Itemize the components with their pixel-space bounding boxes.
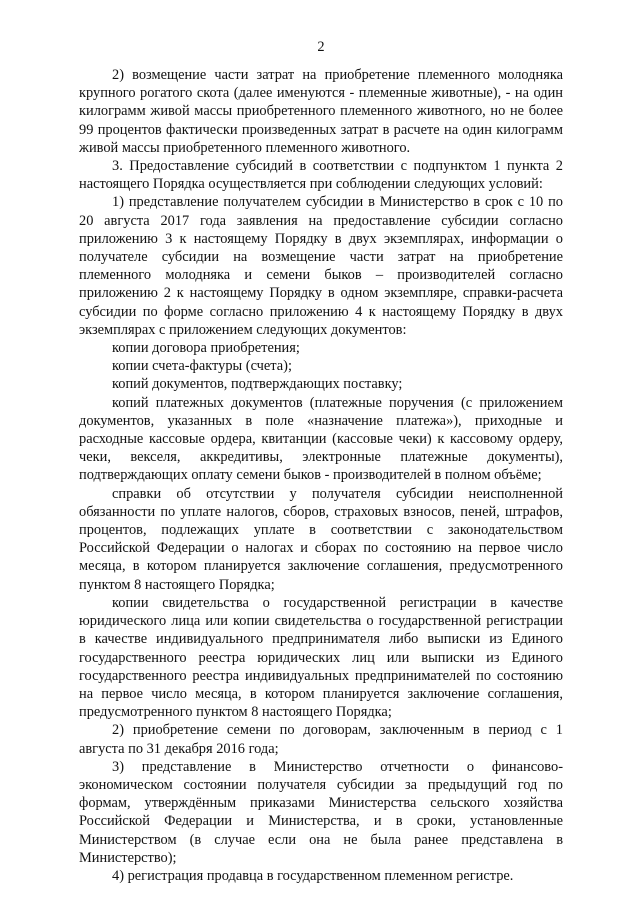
paragraph-registration-certificate: копии свидетельства о государственной регистрации в качестве юридического лица или копии свидетельства о государственной регистрации в качестве индивидуального предпринимателя либо выписки из Единого государственного реестра юридических лиц или выписки из Единого государственного реестра индивидуальных предпринимателей по состоянию на первое число месяца, в котором планируется заключение соглашения, предусмотренного пунктом 8 настоящего Порядка; [79, 594, 563, 721]
page-number: 2 [317, 39, 325, 55]
paragraph-compensation-cattle: 2) возмещение части затрат на приобретение племенного молодняка крупного рогатого скота (далее именуются - племенные животные), - на один килограмм живой массы приобретенного племенного животного, но не более 99 процентов фактически произведенных затрат в расчете на один килограмм живой массы приобретенного племенного животного. [79, 67, 563, 156]
paragraph-copy-payment-docs: копий платежных документов (платежные поручения (с приложением документов, указанных в поле «назначение платежа»), приходные и расходные кассовые ордера, квитанции (кассовые чеки) к кассовому ордеру, чеки, векселя, аккредитивы, электронные платежные документы), подтверждающих оплату семени быков - производителей в полном объёме; [79, 394, 563, 484]
paragraph-condition-1-submission: 1) представление получателем субсидии в Министерство в срок с 10 по 20 августа 2017 года заявления на предоставление субсидии согласно приложению 3 к настоящему Порядку в двух экземплярах, информации о получателе субсидии на возмещение части затрат на приобретение племенного молодняка и семени быков – производителей согласно приложению 2 к настоящему Порядку в одном экземпляре, справки-расчета субсидии по форме согласно приложению 4 к настоящему Порядку в двух экземплярах с приложением следующих документов: [79, 194, 563, 338]
paragraph-copy-contract: копии договора приобретения; [112, 340, 300, 357]
paragraph-subsidy-conditions: 3. Предоставление субсидий в соответствии с подпунктом 1 пункта 2 настоящего Порядка осуществляется при соблюдении следующих условий: [79, 158, 563, 193]
paragraph-condition-2-purchase: 2) приобретение семени по договорам, заключенным в период с 1 августа по 31 декабря 2016 года; [79, 722, 563, 757]
paragraph-condition-3-reporting: 3) представление в Министерство отчетности о финансово-экономическом состоянии получателя субсидии за предыдущий год по формам, утверждённым приказами Министерства сельского хозяйства Российской Федерации и Министерства, и в сроки, установленные Министерством (в случае если она не была ранее представлена в Министерство); [79, 758, 563, 866]
paragraph-condition-4-registry: 4) регистрация продавца в государственном племенном регистре. [112, 867, 514, 884]
paragraph-tax-certificate: справки об отсутствии у получателя субсидии неисполненной обязанности по уплате налогов, сборов, страховых взносов, пеней, штрафов, процентов, подлежащих уплате в соответствии с законодательством Российской Федерации о налогах и сборах по состоянию на первое число месяца, в котором планируется заключение соглашения, предусмотренного пунктом 8 настоящего Порядка; [79, 485, 563, 593]
paragraph-copy-invoice: копии счета-фактуры (счета); [112, 358, 292, 375]
paragraph-copy-delivery-docs: копий документов, подтверждающих поставку; [112, 376, 403, 393]
document-body [79, 66, 563, 885]
